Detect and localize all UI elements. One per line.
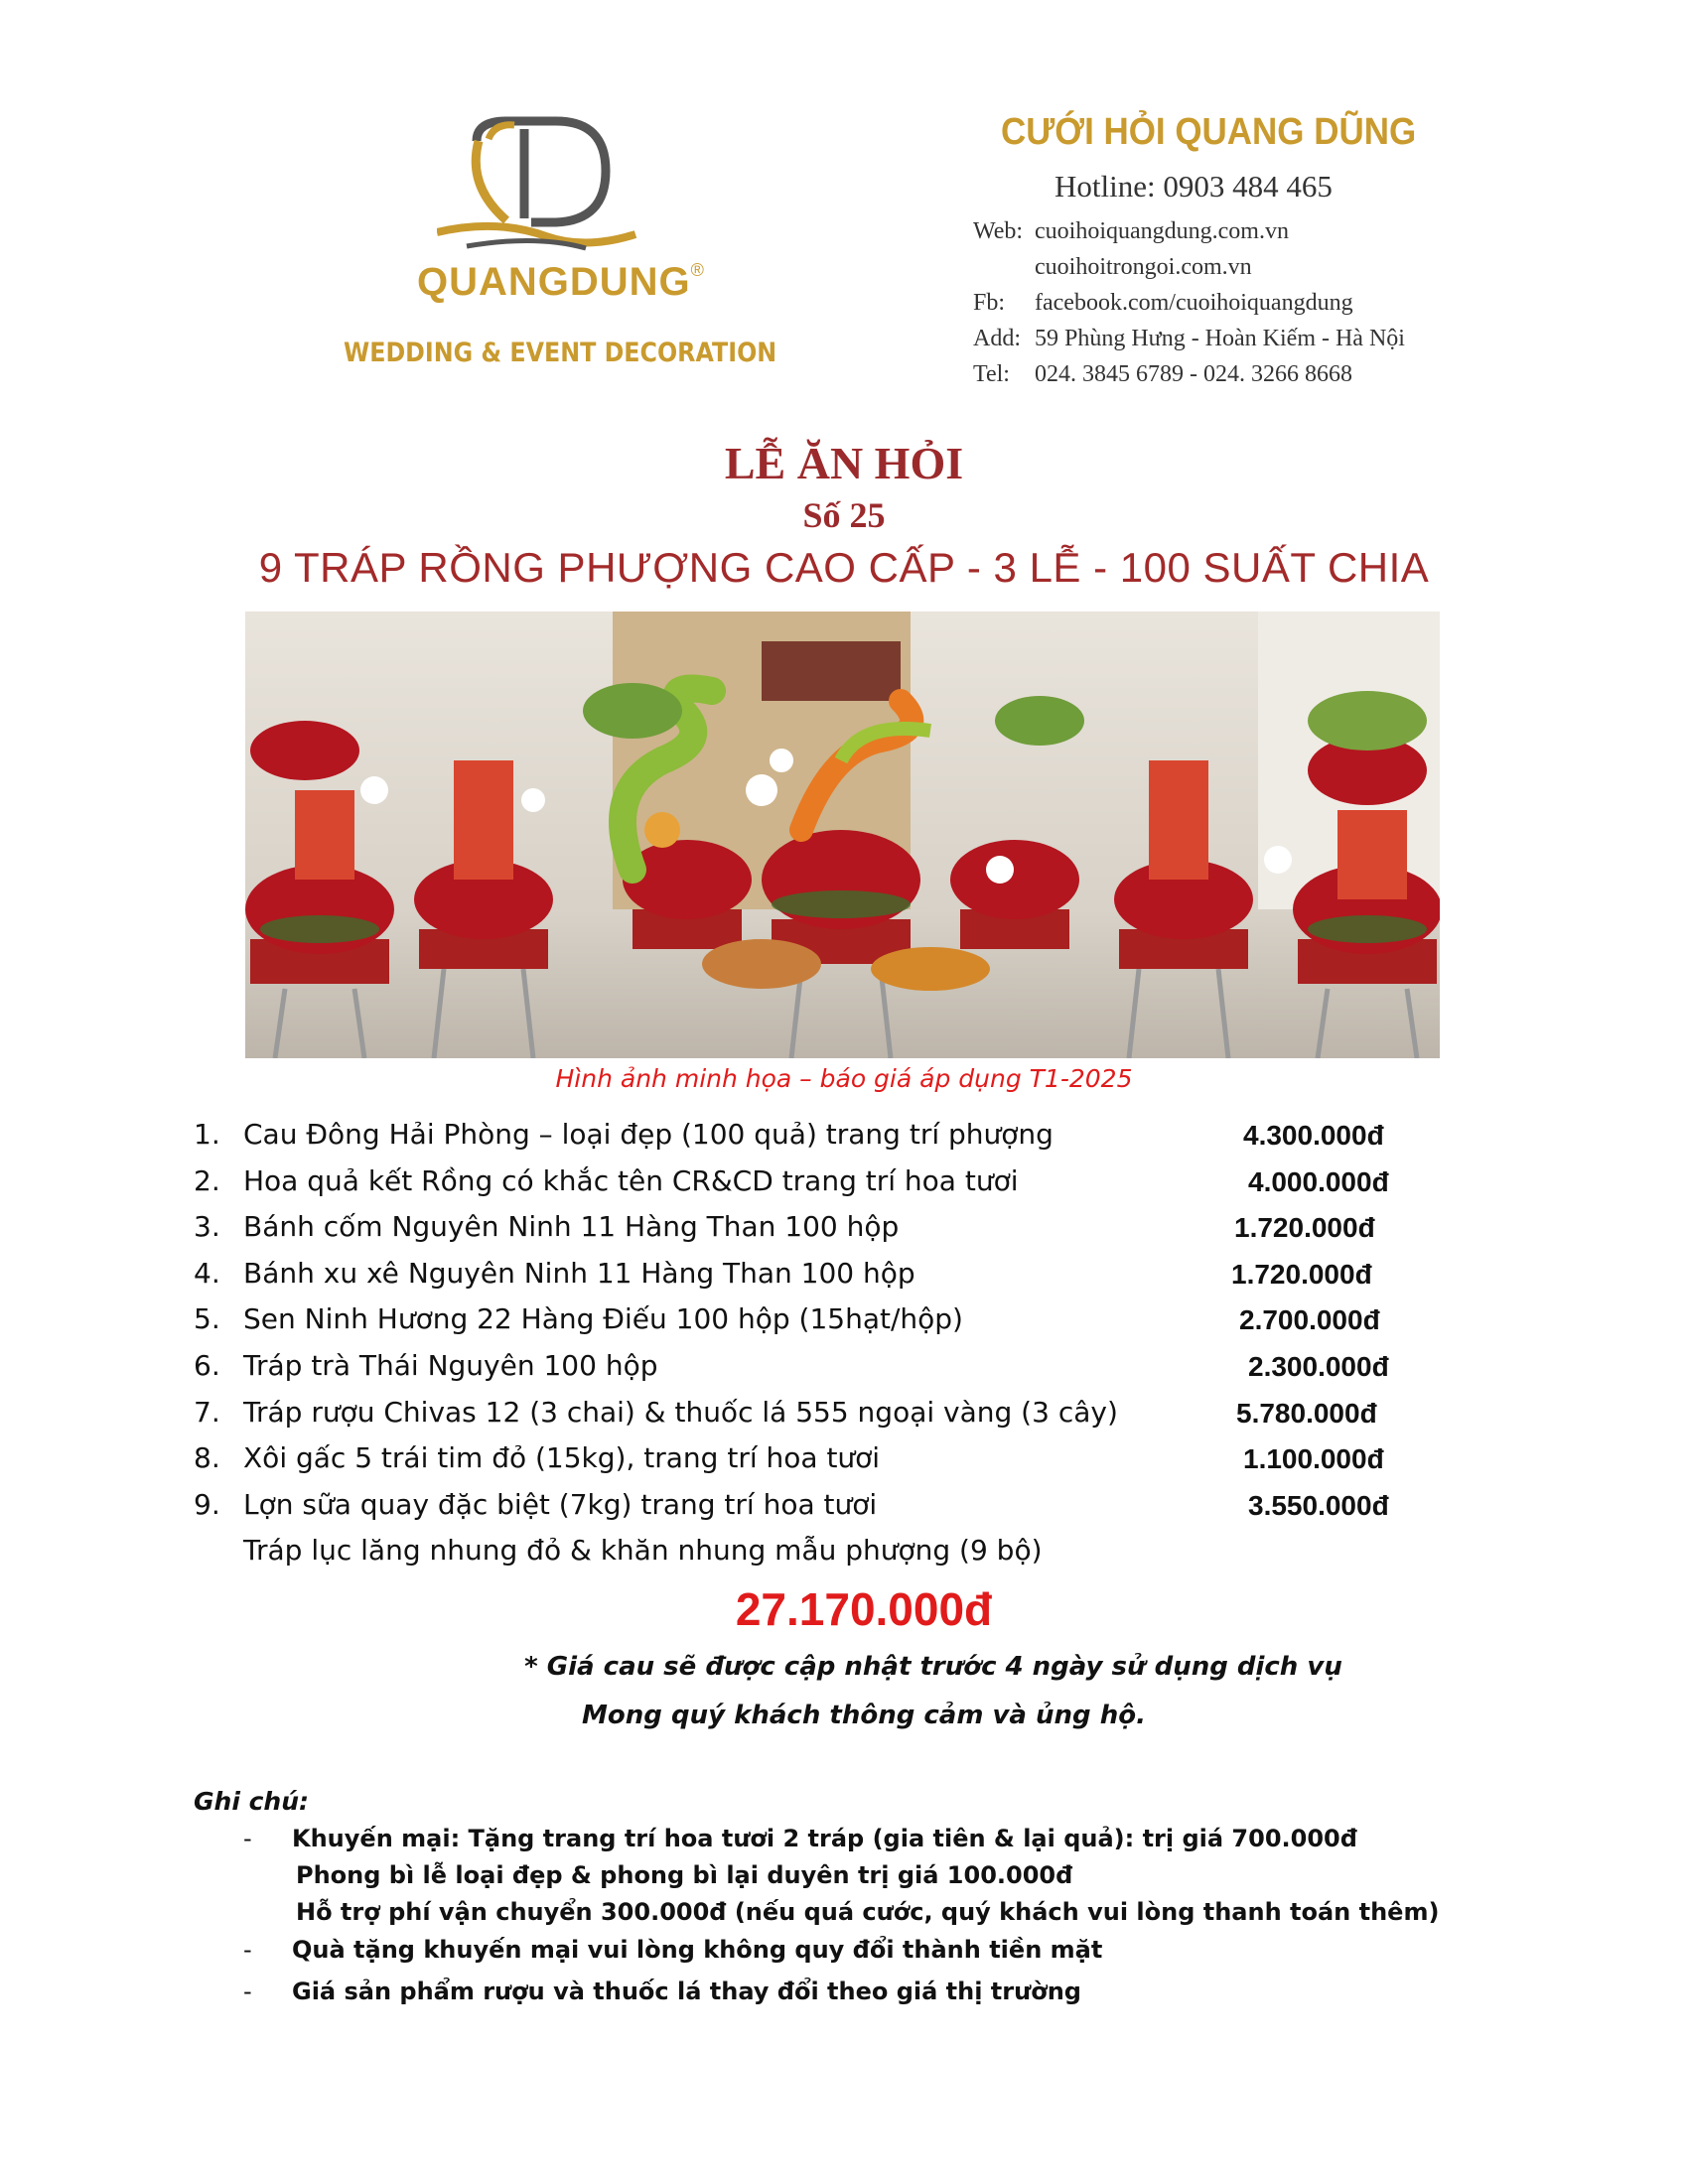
contact-web: Web: cuoihoiquangdung.com.vn <box>973 218 1289 244</box>
list-item: 1. Cau Đông Hải Phòng – loại đẹp (100 quả) trang trí phượng 4.300.000đ <box>194 1118 1384 1151</box>
item-price: 4.000.000đ <box>1248 1165 1389 1197</box>
note-shipping: Hỗ trợ phí vận chuyển 300.000đ (nếu quá cước, quý khách vui lòng thanh toán thêm) <box>296 1898 1440 1926</box>
list-item: 3. Bánh cốm Nguyên Ninh 11 Hàng Than 100 hộp 1.720.000đ <box>194 1210 1375 1244</box>
item-price: 1.720.000đ <box>1231 1258 1372 1290</box>
photo-caption: Hình ảnh minh họa – báo giá áp dụng T1-2025 <box>555 1064 1133 1093</box>
logo-brand-text: QUANGDUNG® <box>417 260 705 304</box>
contact-address: Add: 59 Phùng Hưng - Hoàn Kiếm - Hà Nội <box>973 326 1405 351</box>
contact-facebook: Fb: facebook.com/cuoihoiquangdung <box>973 290 1353 316</box>
note-gift: Quà tặng khuyến mại vui lòng không quy đổi thành tiền mặt <box>292 1936 1103 1964</box>
price-remark: * Giá cau sẽ được cập nhật trước 4 ngày sử dụng dịch vụ <box>524 1652 1342 1682</box>
list-item: 4. Bánh xu xê Nguyên Ninh 11 Hàng Than 100 hộp 1.720.000đ <box>194 1256 1372 1290</box>
logo-tagline: WEDDING & EVENT DECORATION <box>344 338 777 368</box>
list-item: 9. Lợn sữa quay đặc biệt (7kg) trang trí hoa tươi 3.550.000đ <box>194 1487 1389 1521</box>
item-price: 3.550.000đ <box>1248 1489 1389 1521</box>
company-logo <box>338 111 777 379</box>
item-price: 2.300.000đ <box>1248 1350 1389 1382</box>
contact-web-2[interactable]: cuoihoitrongoi.com.vn <box>1035 254 1252 280</box>
bullet-dash: - <box>243 1936 252 1964</box>
bullet-dash: - <box>243 1825 252 1852</box>
note-promotion: Khuyến mại: Tặng trang trí hoa tươi 2 tráp (gia tiên & lại quả): trị giá 700.000đ <box>292 1825 1357 1852</box>
tray-set-line: Tráp lục lăng nhung đỏ & khăn nhung mẫu phượng (9 bộ) <box>243 1534 1043 1567</box>
list-item: 7. Tráp rượu Chivas 12 (3 chai) & thuốc lá 555 ngoại vàng (3 cây) 5.780.000đ <box>194 1395 1377 1429</box>
item-price: 1.100.000đ <box>1243 1443 1384 1475</box>
notes-title: Ghi chú: <box>194 1787 310 1816</box>
bullet-dash: - <box>243 1978 252 2005</box>
price-list <box>194 1118 1445 1534</box>
package-number: Số 25 <box>802 495 886 535</box>
package-title: 9 TRÁP RỒNG PHƯỢNG CAO CẤP - 3 LỄ - 100 SUẤT CHIA <box>258 544 1430 591</box>
item-price: 5.780.000đ <box>1236 1397 1377 1429</box>
page-title: LỄ ĂN HỎI <box>724 438 964 488</box>
contact-tel: Tel: 024. 3845 6789 - 024. 3266 8668 <box>973 361 1352 387</box>
total-price: 27.170.000đ <box>735 1583 993 1635</box>
list-item: 8. Xôi gấc 5 trái tim đỏ (15kg), trang trí hoa tươi 1.100.000đ <box>194 1441 1384 1475</box>
qd-monogram-icon <box>437 111 645 260</box>
list-item: 2. Hoa quả kết Rồng có khắc tên CR&CD trang trí hoa tươi 4.000.000đ <box>194 1163 1389 1197</box>
list-item: 6. Tráp trà Thái Nguyên 100 hộp 2.300.000đ <box>194 1348 1389 1382</box>
list-item: 5. Sen Ninh Hương 22 Hàng Điếu 100 hộp (15hạt/hộp) 2.700.000đ <box>194 1302 1380 1336</box>
item-price: 1.720.000đ <box>1234 1212 1375 1244</box>
item-price: 2.700.000đ <box>1239 1304 1380 1336</box>
item-price: 4.300.000đ <box>1243 1120 1384 1151</box>
ceremony-photo <box>245 612 1440 1058</box>
note-market-price: Giá sản phẩm rượu và thuốc lá thay đổi theo giá thị trường <box>292 1978 1081 2005</box>
thanks-remark: Mong quý khách thông cảm và ủng hộ. <box>582 1701 1146 1730</box>
hotline: Hotline: 0903 484 465 <box>1055 169 1333 204</box>
note-envelope: Phong bì lễ loại đẹp & phong bì lại duyên trị giá 100.000đ <box>296 1861 1073 1889</box>
company-name: CƯỚI HỎI QUANG DŨNG <box>1001 111 1417 153</box>
